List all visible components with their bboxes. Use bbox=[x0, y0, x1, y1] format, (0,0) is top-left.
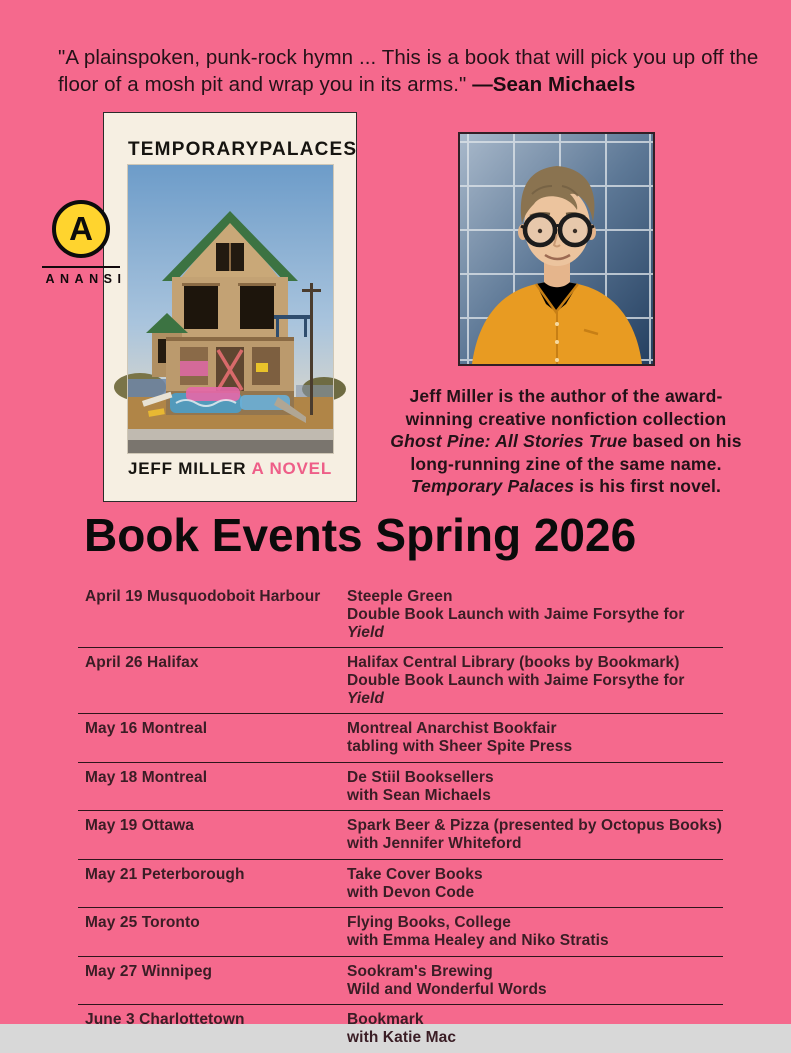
book-cover bbox=[103, 112, 357, 502]
event-detail: Wild and Wonderful Words bbox=[347, 980, 547, 998]
event-detail: with Katie Mac bbox=[347, 1029, 457, 1046]
event-venue: Sookram's Brewing bbox=[347, 962, 493, 980]
publisher-name: ANANSI bbox=[45, 272, 127, 286]
event-details bbox=[347, 914, 723, 950]
event-detail: tabling with Sheer Spite Press bbox=[347, 738, 573, 755]
book-cover-title-word-1: TEMPORARY bbox=[128, 139, 260, 160]
event-venue: Steeple Green bbox=[347, 588, 453, 605]
event-details bbox=[347, 720, 723, 756]
event-date-location: April 19 Musquodoboit Harbour bbox=[85, 588, 321, 605]
event-venue: De Stiil Booksellers bbox=[347, 768, 494, 786]
event-venue: Bookmark bbox=[347, 1011, 424, 1028]
book-cover-title bbox=[128, 139, 358, 161]
anansi-a-icon bbox=[52, 200, 110, 258]
event-detail: Double Book Launch with Jaime Forsythe for Yield bbox=[347, 606, 685, 641]
author-photo-illustration bbox=[458, 132, 655, 366]
event-detail: with Sean Michaels bbox=[347, 786, 491, 804]
review-quote-attribution: —Sean Michaels bbox=[472, 73, 636, 96]
event-venue: Spark Beer & Pizza (presented by Octopus Books) bbox=[347, 817, 723, 834]
event-detail: with Jennifer Whiteford bbox=[347, 835, 522, 852]
event-details bbox=[347, 654, 723, 707]
event-row bbox=[78, 714, 723, 763]
anansi-logo-rule bbox=[42, 266, 120, 268]
event-venue: Montreal Anarchist Bookfair bbox=[347, 720, 557, 737]
event-detail: with Devon Code bbox=[347, 883, 475, 901]
event-details bbox=[347, 866, 723, 902]
event-venue: Halifax Central Library (books by Bookmark) bbox=[347, 654, 680, 671]
event-row bbox=[78, 860, 723, 909]
event-details bbox=[347, 1011, 723, 1047]
event-details bbox=[347, 769, 723, 805]
book-cover-footer bbox=[128, 459, 332, 479]
event-detail: Double Book Launch with Jaime Forsythe for Yield bbox=[347, 672, 685, 707]
review-quote-text: "A plainspoken, punk-rock hymn ... This is a book that will pick you up off the floor of a mosh pit and wrap you in its arms." bbox=[58, 46, 759, 96]
author-bio: Jeff Miller is the author of the award-winning creative nonfiction collection Ghost Pine: All Stories True based on his long-running zine of the same name. Temporary Palaces is his first novel. bbox=[390, 386, 742, 496]
event-row bbox=[78, 908, 723, 957]
event-row bbox=[78, 648, 723, 714]
events-heading: Book Events Spring 2026 bbox=[84, 509, 637, 561]
event-date-location: May 16 Montreal bbox=[85, 720, 208, 737]
event-date-location: May 27 Winnipeg bbox=[85, 962, 213, 980]
event-date-location: May 21 Peterborough bbox=[85, 865, 245, 883]
review-quote bbox=[58, 44, 764, 98]
event-venue: Take Cover Books bbox=[347, 865, 483, 883]
book-cover-author: JEFF MILLER bbox=[128, 459, 247, 478]
event-date-location: May 19 Ottawa bbox=[85, 817, 194, 834]
event-details bbox=[347, 963, 723, 999]
events-table bbox=[78, 582, 723, 1053]
book-cover-tagline: A NOVEL bbox=[251, 459, 332, 478]
event-venue: Flying Books, College bbox=[347, 914, 512, 931]
event-details bbox=[347, 817, 723, 853]
event-row bbox=[78, 1005, 723, 1053]
event-date-location: June 3 Charlottetown bbox=[85, 1011, 245, 1028]
event-row bbox=[78, 957, 723, 1006]
book-cover-title-word-2: PALACES bbox=[259, 139, 358, 160]
house-photo-illustration bbox=[128, 165, 333, 453]
event-date-location: April 26 Halifax bbox=[85, 654, 199, 671]
event-date-location: May 18 Montreal bbox=[85, 768, 208, 786]
event-detail: with Emma Healey and Niko Stratis bbox=[347, 932, 609, 949]
event-row bbox=[78, 811, 723, 860]
event-details bbox=[347, 588, 723, 641]
anansi-logo-letter: A bbox=[69, 210, 93, 247]
event-row bbox=[78, 582, 723, 648]
event-date-location: May 25 Toronto bbox=[85, 914, 200, 931]
anansi-logo bbox=[40, 200, 127, 286]
event-row bbox=[78, 763, 723, 812]
